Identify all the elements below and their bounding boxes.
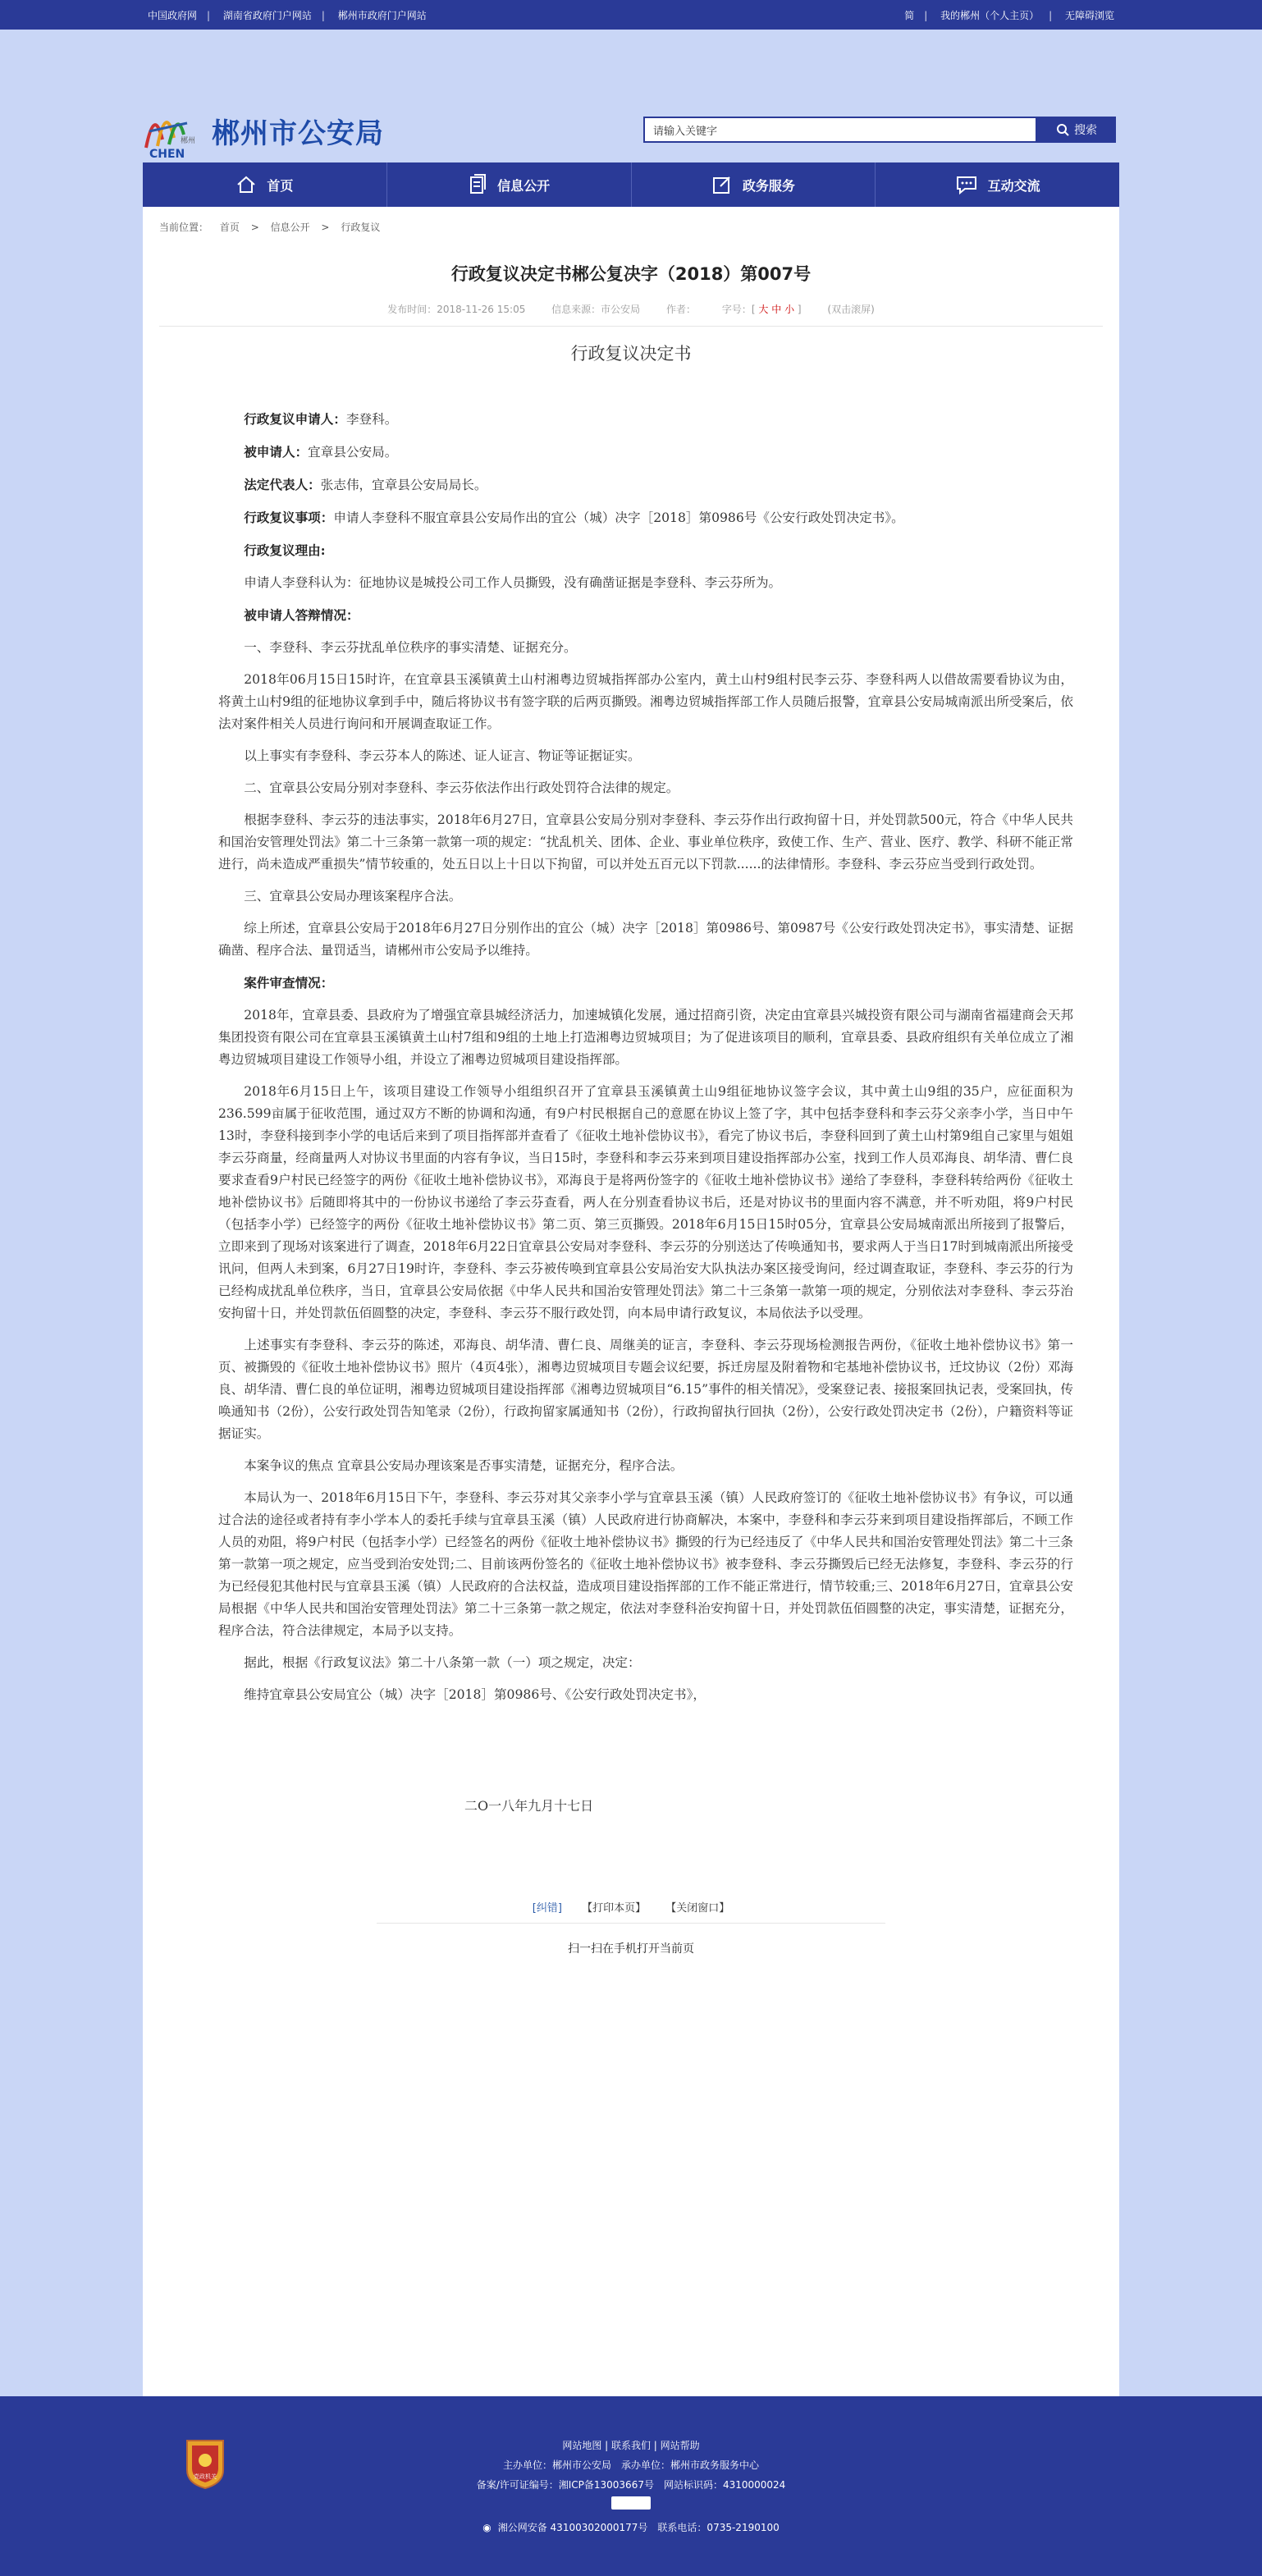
- paragraph-text: 李登科。: [345, 412, 398, 427]
- search-button[interactable]: [1037, 117, 1116, 143]
- nav-info-disclosure[interactable]: [387, 162, 632, 207]
- paragraph-text: 宜章县公安局。: [308, 445, 398, 460]
- paragraph-label: 案件审查情况：: [244, 975, 334, 991]
- document-paragraph: [218, 809, 1073, 876]
- main-content: [143, 207, 1119, 2397]
- paragraph-text: 张志伟，宜章县公安局局长。: [320, 478, 487, 492]
- nav-gov-services[interactable]: [632, 162, 876, 207]
- nav-interaction-label: 互动交流: [987, 177, 1040, 194]
- home-icon: [235, 175, 257, 194]
- nav-home[interactable]: [143, 162, 387, 207]
- edit-icon: [711, 174, 733, 195]
- meta-fontsize-label: 字号：: [721, 304, 752, 315]
- font-large-button[interactable]: 大: [758, 304, 769, 315]
- document-paragraph: [218, 777, 1073, 799]
- paragraph-text: 上述事实有李登科、李云芬的陈述，邓海良、胡华清、曹仁良、周继美的证言，李登科、李云芬现场检测报告两份，《征收土地补偿协议书》第一页、被撕毁的《征收土地补偿协议书》照片（4页4张），湘粤边贸城项目专题会议纪要，拆迁房屋及附着物和宅基地补偿协议书，迁坟协议（2份）邓海良、胡华清、曹仁良的单位证明，湘粤边贸城项目建设指挥部《湘粤边贸城项目“6.15”事件的相关情况》，受案登记表、接报案回执记表，受案回执，传唤通知书（2份），公安行政处罚告知笔录（2份），行政拘留家属通知书（2份），行政拘留执行回执（2份），公安行政处罚决定书（2份），户籍资料等证据证实。: [218, 1338, 1073, 1441]
- search-icon: [1056, 123, 1069, 136]
- document-paragraph: [218, 1455, 1073, 1477]
- document-paragraph: [218, 408, 1073, 431]
- document-date: 二O一八年九月十七日: [464, 1798, 594, 1814]
- font-medium-button[interactable]: 中: [771, 304, 782, 315]
- qr-caption: 扫一扫在手机打开当前页: [568, 1942, 694, 1956]
- top-link-simplified[interactable]: 简: [904, 9, 915, 21]
- footer-links[interactable]: 网站地图 | 联系我们 | 网站帮助: [562, 2440, 700, 2451]
- document-paragraph: [218, 539, 1073, 562]
- paragraph-text: 本案争议的焦点 宜章县公安局办理该案是否事实清楚，证据充分，程序合法。: [244, 1458, 684, 1473]
- page-title: 行政复议决定书郴公复决字（2018）第007号: [450, 264, 812, 284]
- paragraph-text: 三、宜章县公安局办理该案程序合法。: [244, 889, 462, 904]
- nav-info-label: 信息公开: [497, 177, 551, 194]
- nav-home-label: 首页: [267, 177, 294, 194]
- paragraph-text: 据此，根据《行政复议法》第二十八条第一款（一）项之规定，决定：: [244, 1655, 641, 1670]
- police-badge-icon: ◉: [482, 2522, 492, 2533]
- meta-source: 信息来源：市公安局: [551, 304, 641, 315]
- divider: [377, 1923, 885, 1924]
- document-paragraph: [218, 669, 1073, 735]
- paragraph-label: 被申请人：: [244, 444, 309, 460]
- logo-mark-icon: [138, 98, 207, 162]
- site-title: 郴州市公安局: [212, 117, 384, 150]
- top-link-hunan[interactable]: 湖南省政府门户网站: [222, 9, 312, 21]
- chat-icon: [955, 175, 978, 194]
- document-title: 行政复议决定书: [570, 344, 692, 364]
- nav-services-label: 政务服务: [742, 177, 795, 194]
- paragraph-text: 根据李登科、李云芬的违法事实，2018年6月27日，宜章县公安局分别对李登科、李云芬作出行政拘留十日，并处罚款500元，符合《中华人民共和国治安管理处罚法》第二十三条第一款第一项的规定：“扰乱机关、团体、企业、事业单位秩序，致使工作、生产、营业、医疗、教学、科研不能正常进行，尚未造成严重损失”情节较重的，处五日以上十日以下拘留，可以并处五百元以下罚款......的法律情形。李登科、李云芬应当受到行政处罚。: [218, 812, 1073, 872]
- paragraph-text: 申请人李登科不服宜章县公安局作出的宜公（城）决字［2018］第0986号《公安行政处罚决定书》。: [333, 510, 904, 525]
- paragraph-label: 行政复议事项：: [244, 510, 334, 525]
- document-body: [159, 343, 1103, 1817]
- top-bar: [0, 0, 1262, 30]
- logo-city: 郴州: [181, 137, 196, 145]
- paragraph-text: 本局认为一、2018年6月15日下午，李登科、李云芬对其父亲李小学与宜章县玉溪（镇）人民政府签订的《征收土地补偿协议书》有争议，可以通过合法的途径或者持有李小学本人的委托手续与宜章县玉溪（镇）人民政府进行协商解决，本案中，李登科和李云芬来到项目建设指挥部后，不顾工作人员的劝阻，将9户村民（包括李小学）已经签名的两份《征收土地补偿协议书》撕毁的行为已经违反了《中华人民共和国治安管理处罚法》第二十三条第一款第一项之规定，应当受到治安处罚;二、目前该两份签名的《征收土地补偿协议书》被李登科、李云芬撕毁后已经无法修复，李登科、李云芬的行为已经侵犯其他村民与宜章县玉溪（镇）人民政府的合法权益，造成项目建设指挥部的工作不能正常进行，情节较重;三、2018年6月27日，宜章县公安局根据《中华人民共和国治安管理处罚法》第二十三条第一款之规定，依法对李登科治安拘留十日，并处罚款伍佰圆整的决定，事实清楚，证据充分，程序合法，符合法律规定，本局予以支持。: [218, 1490, 1073, 1638]
- breadcrumb-current[interactable]: 行政复议: [341, 222, 381, 233]
- article-actions: [159, 1899, 1103, 1915]
- document-paragraphs: [218, 408, 1073, 1706]
- document-icon: [468, 174, 487, 195]
- paragraph-label: 法定代表人：: [244, 477, 321, 492]
- breadcrumb-info[interactable]: 信息公开: [270, 222, 310, 233]
- document-paragraph: [218, 474, 1073, 496]
- search-box: [643, 117, 1116, 143]
- print-page-link[interactable]: 【打印本页】: [582, 1902, 647, 1915]
- document-paragraph: [218, 972, 1073, 995]
- document-paragraph: [218, 1004, 1073, 1071]
- document-paragraph: [218, 572, 1073, 594]
- footer-verify: [143, 2495, 1119, 2518]
- breadcrumb: [159, 207, 1103, 243]
- document-paragraph: [218, 1081, 1073, 1325]
- top-link-gov[interactable]: 中国政府网: [148, 9, 198, 21]
- search-input[interactable]: [643, 117, 1037, 143]
- paragraph-text: 2018年06月15日15时许，在宜章县玉溪镇黄土山村湘粤边贸城指挥部办公室内，黄土山村9组村民李云芬、李登科两人以借故需要看协议为由，将黄土山村9组的征地协议拿到手中，随后将协议书有签字联的后两页撕毁。湘粤边贸城指挥部工作人员随后报警，宜章县公安局城南派出所受案后，依法对案件相关人员进行询问和开展调查取证工作。: [218, 672, 1073, 731]
- meta-scroll[interactable]: (双击滚屏): [827, 304, 875, 315]
- paragraph-label: 行政复议申请人：: [244, 411, 346, 427]
- paragraph-text: 维持宜章县公安局宜公（城）决字［2018］第0986号、《公安行政处罚决定书》，: [244, 1687, 706, 1702]
- badge-text: 党政机关: [194, 2473, 217, 2480]
- breadcrumb-prefix: 当前位置：: [159, 222, 209, 233]
- footer: [0, 2396, 1262, 2576]
- document-paragraph: [218, 917, 1073, 962]
- top-link-accessibility[interactable]: 无障碍浏览: [1064, 9, 1114, 21]
- paragraph-label: 被申请人答辩情况：: [244, 607, 359, 623]
- document-paragraph: [218, 637, 1073, 659]
- nav-interaction[interactable]: [876, 162, 1119, 207]
- verify-logo-icon[interactable]: [611, 2496, 651, 2510]
- document-paragraph: [218, 506, 1073, 529]
- document-paragraph: [218, 1684, 1073, 1706]
- meta-author: 作者：: [666, 304, 697, 315]
- close-window-link[interactable]: 【关闭窗口】: [665, 1902, 730, 1915]
- breadcrumb-home[interactable]: 首页: [219, 222, 240, 233]
- site-logo[interactable]: [138, 98, 384, 162]
- top-left-links: 中国政府网 | 湖南省政府门户网站 | 郴州市政府门户网站: [143, 8, 432, 22]
- footer-police-text[interactable]: 湘公网安备 43100302000177号 联系电话：0735-2190100: [497, 2522, 780, 2533]
- footer-police: [143, 2518, 1119, 2537]
- paragraph-text: 二、宜章县公安局分别对李登科、李云芬依法作出行政处罚符合法律的规定。: [244, 780, 679, 795]
- paragraph-text: 2018年6月15日上午，该项目建设工作领导小组组织召开了宜章县玉溪镇黄土山9组征地协议签字会议，其中黄土山9组的35户，应征面积为236.599亩属于征收范围，通过双方不断的协调和沟通，有9户村民根据自己的意愿在协议上签了字，其中包括李登科和李云芬父亲李小学，当日中午13时，李登科接到李小学的电话后来到了项目指挥部并查看了《征收土地补偿协议书》，看完了协议书后，李登科回到了黄土山村第9组自己家里与姐姐李云芬商量，经商量两人对协议书里面的内容有争议，当日15时，李登科和李云芬来到项目建设指挥部办公室，找到工作人员邓海良、胡华清、曹仁良要求查看9户村民已经签字的两份《征收土地补偿协议书》，邓海良于是将两份签字的《征收土地补偿协议书》递给了李登科，李登科转给两份《征收土地补偿协议书》后随即将其中的一份协议书递给了李云芬查看，两人在分别查看协议书后，还是对协议书的里面内容不满意，并不听劝阻，将9户村民（包括李小学）已经签字的两份《征收土地补偿协议书》第二页、第三页撕毁。2018年6月15日15时05分，宜章县公安局城南派出所接到了报警后，立即来到了现场对该案进行了调查，2018年6月22日宜章县公安局对李登科、李云芬的分别送达了传唤通知书，要求两人于当日17时到城南派出所接受讯问，但两人未到案，6月27日19时许，李登科、李云芬被传唤到宜章县公安局治安大队执法办案区接受询问，经过调查取证，李登科、李云芬的行为已经构成扰乱单位秩序，当日，宜章县公安局依据《中华人民共和国治安管理处罚法》第二十三条第一款第一项的规定，分别依法对李登科、李云芬治安拘留十日，并处罚款伍佰圆整的决定，李登科、李云芬不服行政处罚，向本局申请行政复议，本局依法予以受理。: [218, 1084, 1073, 1320]
- document-paragraph: [218, 885, 1073, 908]
- document-paragraph: [218, 745, 1073, 767]
- article-meta: [159, 302, 1103, 327]
- font-small-button[interactable]: 小: [784, 304, 795, 315]
- top-right-links: 简 | 我的郴州（个人主页） | 无障碍浏览: [899, 8, 1119, 22]
- document-paragraph: [218, 604, 1073, 627]
- paragraph-label: 行政复议理由:: [244, 542, 326, 558]
- document-paragraph: [218, 1487, 1073, 1642]
- footer-host: 主办单位：郴州市公安局 承办单位：郴州市政务服务中心: [502, 2459, 759, 2471]
- main-nav: [143, 162, 1119, 207]
- paragraph-text: 申请人李登科认为：征地协议是城投公司工作人员撕毁，没有确凿证据是李登科、李云芬所为。: [244, 575, 782, 590]
- logo-en: CHEN: [149, 148, 185, 161]
- meta-date: 发布时间：2018-11-26 15:05: [387, 304, 526, 315]
- paragraph-text: 2018年，宜章县委、县政府为了增强宜章县城经济活力，加速城镇化发展，通过招商引资，决定由宜章县兴城投资有限公司与湖南省福建商会天邦集团投资有限公司在宜章县玉溪镇黄土山村7组和9组的土地上打造湘粤边贸城项目；为了促进该项目的顺利，宜章县委、县政府组织有关单位成立了湘粤边贸城项目建设工作领导小组，并设立了湘粤边贸城项目建设指挥部。: [218, 1008, 1073, 1067]
- document-paragraph: [218, 1652, 1073, 1674]
- top-link-chenzhou[interactable]: 郴州市政府门户网站: [337, 9, 427, 21]
- paragraph-text: 一、李登科、李云芬扰乱单位秩序的事实清楚、证据充分。: [244, 640, 577, 655]
- breadcrumb-sep: >: [321, 222, 330, 233]
- search-button-label: 搜索: [1074, 124, 1097, 137]
- footer-info: [143, 2436, 1119, 2537]
- meta-fontsize: 字号：[ 大 中 小 ]: [721, 304, 802, 315]
- top-link-my-chenzhou[interactable]: 我的郴州（个人主页）: [940, 9, 1040, 21]
- document-paragraph: [218, 441, 1073, 464]
- header: [143, 30, 1119, 162]
- paragraph-text: 以上事实有李登科、李云芬本人的陈述、证人证言、物证等证据证实。: [244, 748, 641, 763]
- breadcrumb-sep: >: [250, 222, 259, 233]
- paragraph-text: 综上所述，宜章县公安局于2018年6月27日分别作出的宜公（城）决字［2018］第0986号、第0987号《公安行政处罚决定书》，事实清楚、证据确凿、程序合法、量罚适当，请郴州市公安局予以维持。: [218, 921, 1073, 958]
- report-error-link[interactable]: [纠错]: [532, 1902, 562, 1915]
- footer-icp[interactable]: 备案/许可证编号：湘ICP备13003667号 网站标识码：4310000024: [476, 2479, 786, 2491]
- document-paragraph: [218, 1334, 1073, 1445]
